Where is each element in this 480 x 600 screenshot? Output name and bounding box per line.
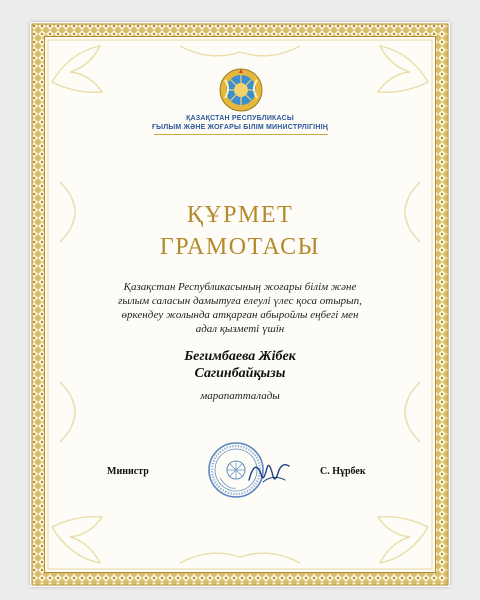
award-text-line4: адал қызметі үшін xyxy=(195,323,285,335)
certificate-content xyxy=(30,22,450,587)
award-text-line2: ғылым саласын дамытуға елеулі үлес қоса отырып, xyxy=(118,295,362,307)
recipient-name-line2: Сагинбайқызы xyxy=(194,366,286,381)
ministry-name-line2: ҒЫЛЫМ ЖӘНЕ ЖОҒАРЫ БІЛІМ МИНИСТРЛІГІНІҢ xyxy=(152,124,328,131)
award-text-line3: өркендеу жолында атқарған абыройлы еңбегі мен xyxy=(121,309,359,321)
recipient-name-line1: Бегимбаева Жібек xyxy=(184,349,296,364)
award-text-line1: Қазақстан Республикасының жоғары білім және xyxy=(123,281,357,293)
signature-icon xyxy=(245,454,293,490)
ministry-name-line1: ҚАЗАҚСТАН РЕСПУБЛИКАСЫ xyxy=(186,115,294,122)
divider xyxy=(154,134,328,135)
kazakhstan-emblem-icon xyxy=(219,68,263,112)
certificate-title-line1: ҚҰРМЕТ xyxy=(186,202,294,228)
signer-name: С. Нұрбек xyxy=(320,466,366,477)
minister-label: Министр xyxy=(107,466,149,477)
certificate-title-line2: ГРАМОТАСЫ xyxy=(159,234,321,260)
certificate-sheet xyxy=(30,22,450,587)
awarded-text: марапатталады xyxy=(200,390,280,402)
